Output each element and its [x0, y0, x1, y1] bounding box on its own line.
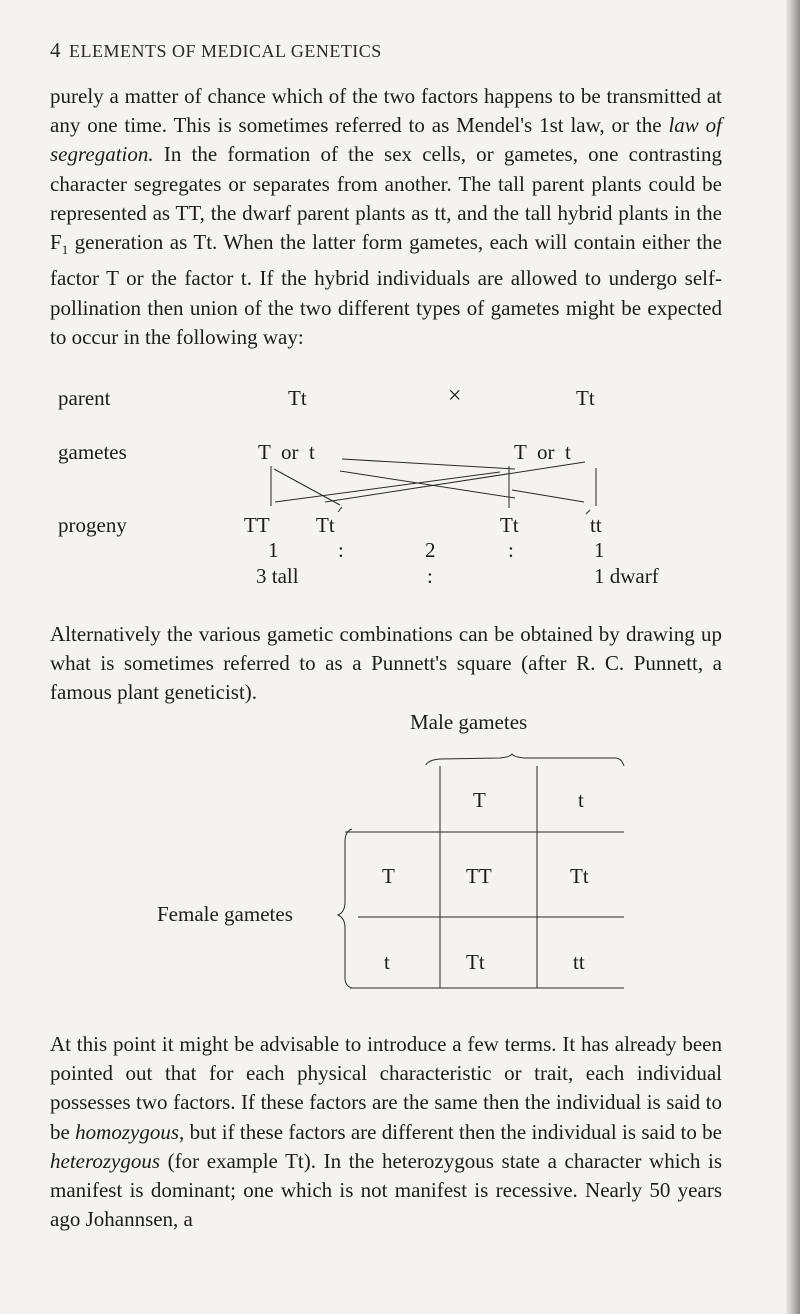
paragraph-3-text-b: , but if these factors are different then the individual is said to be	[179, 1119, 722, 1144]
paragraph-1-text-a: purely a matter of chance which of the two factors happens to be transmitted at any one time. This is sometimes referred to as Mendel's 1st law, or the	[50, 84, 722, 138]
paragraph-terms	[50, 1030, 722, 1234]
paragraph-1-text-c: generation as Tt. When the latter form gametes, each will contain either the factor T or the factor t. If the hybrid individuals are allowed to undergo self-pollination then union of the two different types of gametes might be expected to occur in the following way:	[50, 230, 722, 349]
connector-T-cross	[340, 471, 515, 498]
f1-subscript: 1	[61, 242, 69, 258]
cell-tt: tt	[573, 950, 585, 974]
row-label-progeny: progeny	[58, 513, 127, 537]
row-label-gametes: gametes	[58, 440, 127, 464]
cell-Tt-top-right: Tt	[570, 864, 589, 888]
law-of-segregation-term: law of segregation.	[50, 113, 723, 167]
female-gamete-t: t	[384, 950, 390, 974]
female-gamete-T: T	[382, 864, 395, 888]
tick-mark-2	[586, 510, 590, 514]
homozygous-term: homozygous	[75, 1119, 179, 1144]
ratio-colon-1: :	[338, 538, 344, 562]
parent-left-genotype: Tt	[288, 386, 307, 410]
tick-mark-1	[338, 507, 342, 512]
cell-TT: TT	[466, 864, 492, 888]
paragraph-1-text-b: In the formation of the sex cells, or gametes, one contrasting character segregates or separates from another. The tall parent plants could be represented as TT, the dwarf parent plants as tt, and the tall hybrid plants in the F	[50, 142, 722, 255]
parent-right-genotype: Tt	[576, 386, 595, 410]
connector-t-cross-1	[275, 472, 500, 502]
summary-tall: 3 tall	[256, 564, 299, 588]
running-title: ELEMENTS OF MEDICAL GENETICS	[69, 41, 382, 61]
female-gametes-label: Female gametes	[157, 902, 293, 926]
heterozygous-term: heterozygous	[50, 1148, 161, 1173]
progeny-tt-heterozygous-1: Tt	[316, 513, 335, 537]
paragraph-2-text: Alternatively the various gametic combinations can be obtained by drawing up what is sometimes referred to as a Punnett's square (after R. C. Punnett, a famous plant geneticist).	[50, 622, 722, 705]
male-brace	[426, 754, 624, 766]
ratio-value-3: 1	[594, 538, 605, 562]
male-gametes-label: Male gametes	[410, 710, 528, 734]
male-gamete-T: T	[473, 788, 486, 812]
male-gamete-t: t	[578, 788, 584, 812]
page-number: 4	[50, 38, 61, 62]
progeny-tt-heterozygous-2: Tt	[500, 513, 519, 537]
summary-colon: :	[427, 564, 433, 588]
gamete-underline	[342, 459, 515, 469]
progeny-tt-homozygous-dominant: TT	[244, 513, 270, 537]
row-label-parent: parent	[58, 386, 111, 410]
cross-sign: ×	[448, 383, 462, 409]
summary-dwarf: 1 dwarf	[594, 564, 659, 588]
connector-T-to-Tt	[274, 469, 340, 505]
connector-to-tt	[512, 490, 584, 502]
paragraph-3-text-a: At this point it might be advisable to introduce a few terms. It has already been pointed out that for each physical characteristic or trait, each individual possesses two factors. If these factors are the same then the individual is said to be	[50, 1032, 722, 1144]
cell-Tt-bottom-left: Tt	[466, 950, 485, 974]
ratio-value-1: 1	[268, 538, 279, 562]
ratio-value-2: 2	[425, 538, 436, 562]
female-brace	[338, 829, 352, 988]
progeny-tt-homozygous-recessive: tt	[590, 513, 602, 537]
paragraph-3-text-c: (for example Tt). In the heterozygous state a character which is manifest is dominant; one which is not manifest is recessive. Nearly 50 years ago Johannsen, a	[50, 1148, 722, 1232]
gametes-right: T or t	[514, 440, 571, 464]
ratio-colon-2: :	[508, 538, 514, 562]
gametes-left: T or t	[258, 440, 315, 464]
